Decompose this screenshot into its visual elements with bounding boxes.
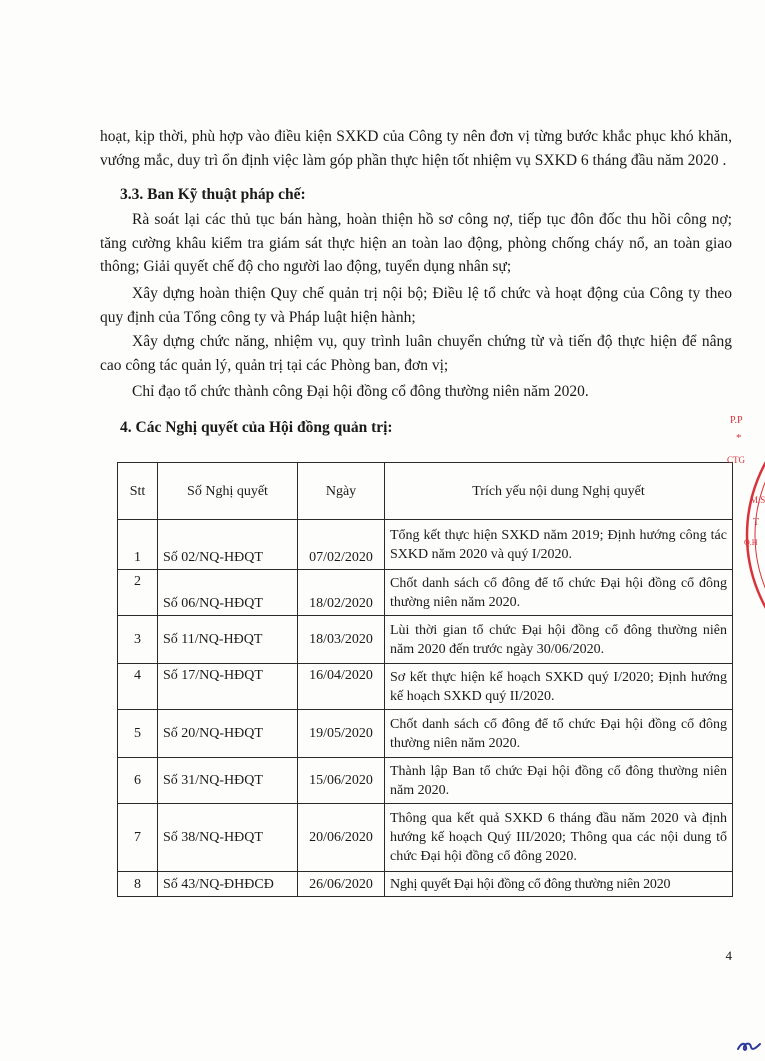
cell-summary: Nghị quyết Đại hội đồng cổ đông thường niên 2020: [385, 872, 733, 897]
section-heading-technical-legal: 3.3. Ban Kỹ thuật pháp chế:: [120, 186, 306, 203]
table-row: [118, 616, 733, 664]
cell-date: 18/03/2020: [298, 616, 385, 664]
table-row: [118, 664, 733, 710]
table-row: [118, 872, 733, 897]
table-row: [118, 804, 733, 872]
table-row: [118, 758, 733, 804]
cell-stt: 5: [118, 710, 158, 758]
svg-text:T: T: [753, 517, 760, 528]
signature-mark: [735, 1034, 763, 1061]
intro-paragraph: hoạt, kịp thời, phù hợp vào điều kiện SXKD của Công ty nên đơn vị từng bước khắc phục khó khăn, vướng mắc, duy trì ổn định việc làm góp phần thực hiện tốt nhiệm vụ SXKD 6 tháng đầu năm 2020 .: [100, 128, 732, 169]
svg-text:Q.H: Q.H: [744, 538, 758, 547]
cell-resolution-number: Số 06/NQ-HĐQT: [158, 570, 298, 616]
paragraph-review-procedures: Rà soát lại các thủ tục bán hàng, hoàn thiện hồ sơ công nợ, tiếp tục đôn đốc thu hồi công nợ; tăng cường khâu kiểm tra giám sát thực hiện an toàn lao động, phòng chống cháy nổ, an toàn giao thông; Giải quyết chế độ cho người lao động, tuyển dụng nhân sự;: [100, 211, 732, 275]
cell-stt: 7: [118, 804, 158, 872]
cell-stt: 6: [118, 758, 158, 804]
column-header-summary: Trích yếu nội dung Nghị quyết: [385, 463, 733, 520]
paragraph-functions-duties: Xây dựng chức năng, nhiệm vụ, quy trình luân chuyển chứng từ và tiến độ thực hiện để nâng cao công tác quản lý, quản trị tại các Phòng ban, đơn vị;: [100, 333, 732, 374]
cell-summary: Chốt danh sách cổ đông để tổ chức Đại hội đồng cổ đông thường niên năm 2020.: [385, 710, 733, 758]
cell-date: 15/06/2020: [298, 758, 385, 804]
table-header-row: [118, 463, 733, 520]
table-row: [118, 570, 733, 616]
company-stamp: [722, 385, 765, 690]
cell-resolution-number: Số 02/NQ-HĐQT: [158, 520, 298, 570]
cell-date: 18/02/2020: [298, 570, 385, 616]
resolutions-table: [117, 462, 733, 897]
page-number: 4: [725, 948, 732, 963]
svg-text:*: *: [736, 432, 742, 444]
cell-date: 07/02/2020: [298, 520, 385, 570]
cell-resolution-number: Số 38/NQ-HĐQT: [158, 804, 298, 872]
svg-text:M.S: M.S: [750, 495, 765, 505]
cell-stt: 8: [118, 872, 158, 897]
cell-stt: 4: [118, 664, 158, 710]
column-header-date: Ngày: [298, 463, 385, 520]
cell-resolution-number: Số 20/NQ-HĐQT: [158, 710, 298, 758]
paragraph-internal-regulations: Xây dựng hoàn thiện Quy chế quản trị nội bộ; Điều lệ tổ chức và hoạt động của Công ty theo quy định của Tổng công ty và Pháp luật hiện hành;: [100, 285, 732, 326]
cell-resolution-number: Số 31/NQ-HĐQT: [158, 758, 298, 804]
cell-resolution-number: Số 43/NQ-ĐHĐCĐ: [158, 872, 298, 897]
column-header-resolution-number: Số Nghị quyết: [158, 463, 298, 520]
paragraph-shareholder-meeting: Chỉ đạo tổ chức thành công Đại hội đồng cổ đông thường niên năm 2020.: [132, 383, 589, 400]
svg-text:CTG: CTG: [727, 455, 745, 465]
cell-stt: 3: [118, 616, 158, 664]
table-row: [118, 520, 733, 570]
cell-summary: Lùi thời gian tổ chức Đại hội đồng cổ đông thường niên năm 2020 đến trước ngày 30/06/2020.: [385, 616, 733, 664]
cell-summary: Thành lập Ban tổ chức Đại hội đồng cổ đông thường niên năm 2020.: [385, 758, 733, 804]
cell-summary: Sơ kết thực hiện kế hoạch SXKD quý I/2020; Định hướng kế hoạch SXKD quý II/2020.: [385, 664, 733, 710]
column-header-stt: Stt: [118, 463, 158, 520]
cell-date: 19/05/2020: [298, 710, 385, 758]
cell-summary: Chốt danh sách cổ đông để tổ chức Đại hội đồng cổ đông thường niên năm 2020.: [385, 570, 733, 616]
cell-resolution-number: Số 17/NQ-HĐQT: [158, 664, 298, 710]
cell-stt: 2: [118, 570, 158, 616]
table-row: [118, 710, 733, 758]
cell-date: 26/06/2020: [298, 872, 385, 897]
svg-text:P.P: P.P: [730, 415, 743, 426]
cell-stt: 1: [118, 520, 158, 570]
cell-date: 20/06/2020: [298, 804, 385, 872]
cell-summary: Thông qua kết quả SXKD 6 tháng đầu năm 2020 và định hướng kế hoạch Quý III/2020; Thông qua các nội dung tổ chức Đại hội đồng cổ đông 2020.: [385, 804, 733, 872]
cell-date: 16/04/2020: [298, 664, 385, 710]
cell-summary: Tổng kết thực hiện SXKD năm 2019; Định hướng công tác SXKD năm 2020 và quý I/2020.: [385, 520, 733, 570]
cell-resolution-number: Số 11/NQ-HĐQT: [158, 616, 298, 664]
section-heading-resolutions: 4. Các Nghị quyết của Hội đồng quản trị:: [120, 419, 393, 436]
